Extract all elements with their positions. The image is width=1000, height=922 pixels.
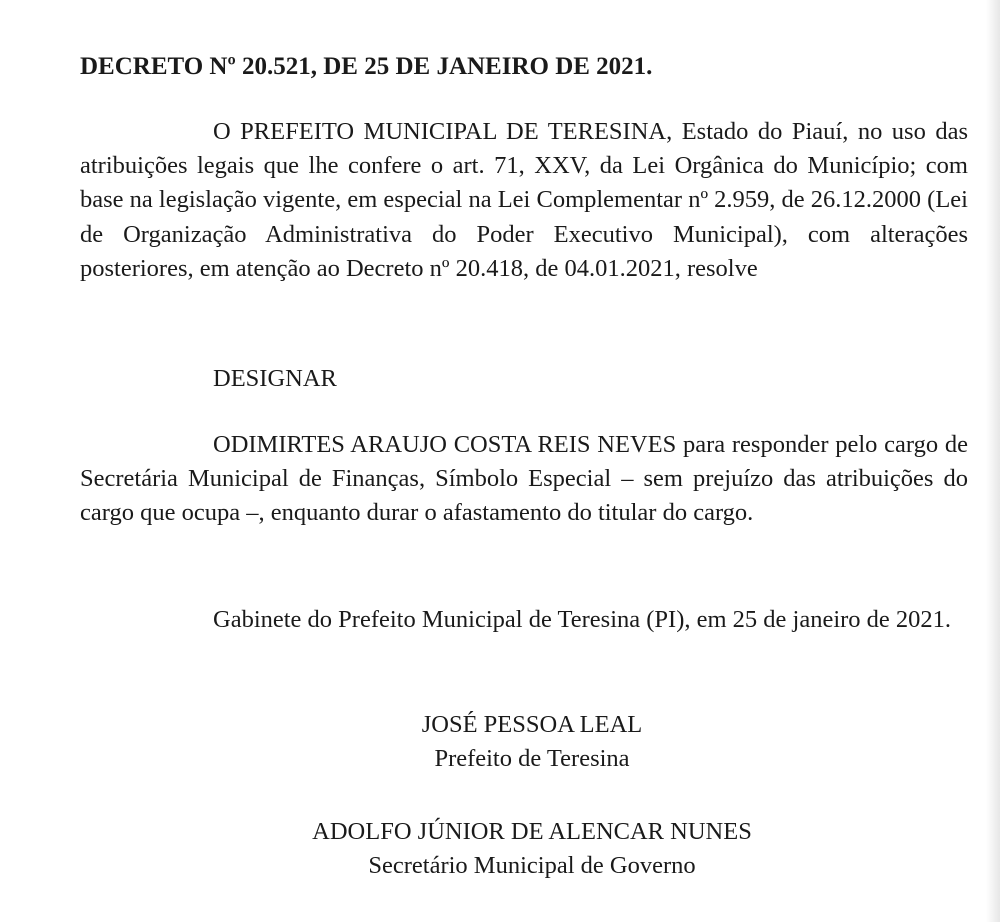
signature-block-mayor [32, 708, 1000, 776]
preamble-paragraph: O PREFEITO MUNICIPAL DE TERESINA, Estado do Piauí, no uso das atribuições legais que lhe confere o art. 71, XXV, da Lei Orgânica do Município; com base na legislação vigente, em especial na Lei Complementar nº 2.959, de 26.12.2000 (Lei de Organização Administrativa do Poder Executivo Municipal), com alterações posteriores, em atenção ao Decreto nº 20.418, de 04.01.2021, resolve [80, 118, 968, 282]
signatory-name: JOSÉ PESSOA LEAL [421, 711, 643, 738]
signatory-role: Prefeito de Teresina [434, 745, 630, 772]
decree-title: DECRETO Nº 20.521, DE 25 DE JANEIRO DE 2021. [80, 53, 653, 80]
page-edge-shadow [986, 0, 1000, 922]
designation-paragraph: ODIMIRTES ARAUJO COSTA REIS NEVES para responder pelo cargo de Secretária Municipal de Finanças, Símbolo Especial – sem prejuízo das atribuições do cargo que ocupa –, enquanto durar o afastamento do titular do cargo. [80, 431, 968, 527]
closing-paragraph: Gabinete do Prefeito Municipal de Teresina (PI), em 25 de janeiro de 2021. [213, 606, 952, 633]
signatory-role: Secretário Municipal de Governo [368, 852, 696, 879]
action-paragraph: DESIGNAR [213, 365, 337, 392]
signatory-name: ADOLFO JÚNIOR DE ALENCAR NUNES [312, 818, 752, 845]
signature-block-secretary [32, 815, 1000, 883]
